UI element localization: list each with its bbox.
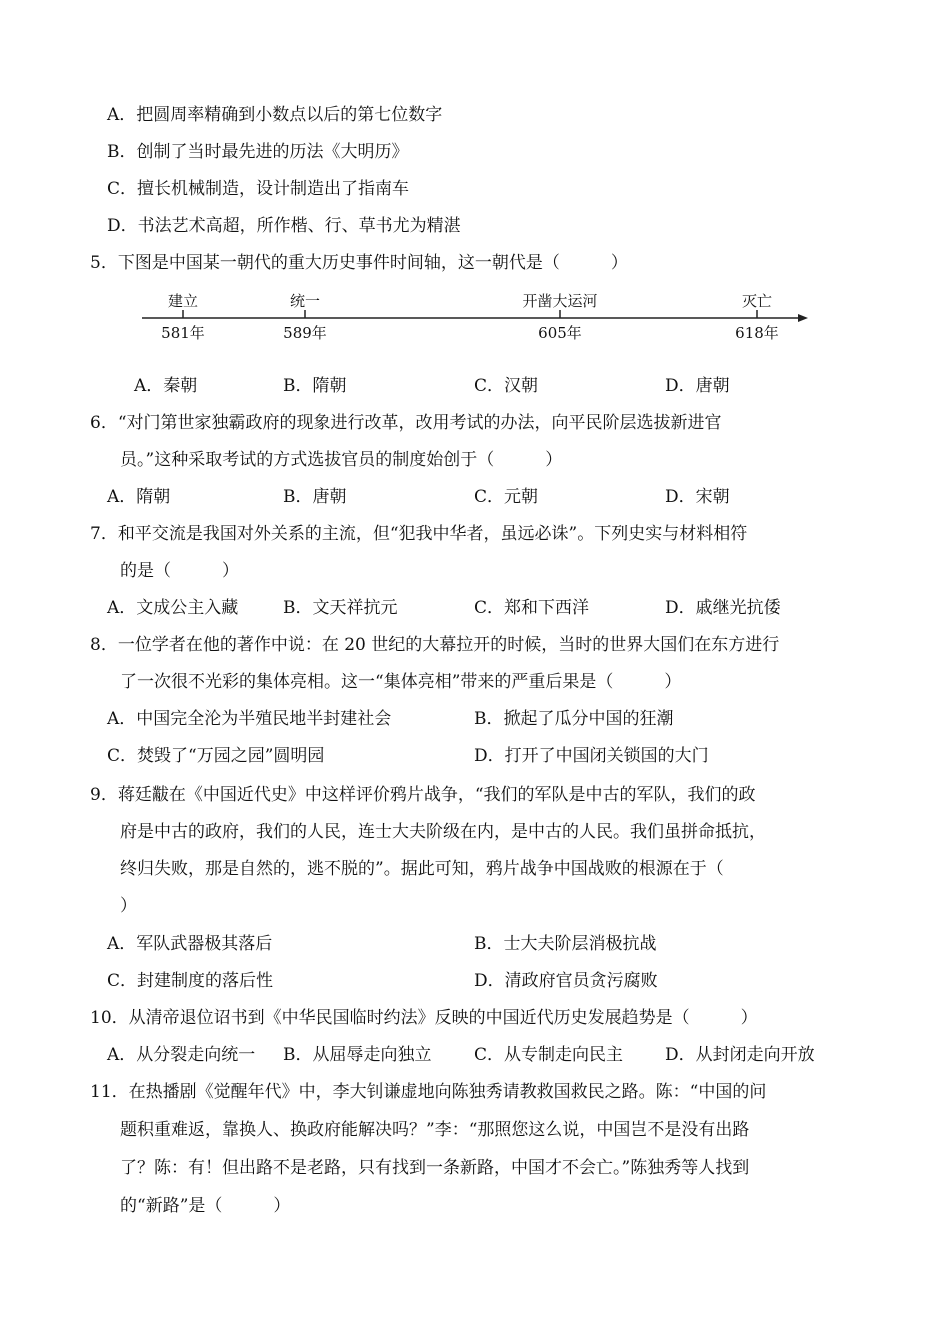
q4-option-d: D．书法艺术高超，所作楷、行、草书尤为精湛 (107, 216, 461, 236)
q7-stem-line-1: 7．和平交流是我国对外关系的主流，但“犯我中华者，虽远必诛”。下列史实与材料相符 (90, 524, 748, 544)
q8-option-b: B．掀起了瓜分中国的狂潮 (474, 709, 674, 729)
q9-stem-line-2: 府是中古的政府，我们的人民，连士大夫阶级在内，是中古的人民。我们虽拼命抵抗， (120, 822, 766, 842)
q11-stem-line-3: 了？陈：有！但出路不是老路，只有找到一条新路，中国才不会亡。”陈独秀等人找到 (120, 1158, 750, 1178)
q8-option-c: C．焚毁了“万园之园”圆明园 (107, 746, 325, 766)
q11-stem-line-4: 的“新路”是（ ） (120, 1196, 291, 1216)
q6-option-b: B．唐朝 (283, 487, 347, 507)
q9-stem-line-3: 终归失败，那是自然的，逃不脱的”。据此可知，鸦片战争中国战败的根源在于（ (120, 859, 724, 879)
q4-option-b: B．创制了当时最先进的历法《大明历》 (107, 142, 409, 162)
q10-option-c: C．从专制走向民主 (474, 1045, 624, 1065)
q8-stem-line-2: 了一次很不光彩的集体亮相。这一“集体亮相”带来的严重后果是（ ） (120, 672, 682, 692)
q10-option-b: B．从屈辱走向独立 (283, 1045, 432, 1065)
q9-option-a: A．军队武器极其落后 (107, 934, 273, 954)
q11-stem-line-2: 题积重难返，靠换人、换政府能解决吗？”李：“那照您这么说，中国岂不是没有出路 (120, 1120, 750, 1140)
q11-stem-line-1: 11．在热播剧《觉醒年代》中，李大钊谦虚地向陈独秀请教救国救民之路。陈：“中国的问 (90, 1082, 767, 1102)
q6-stem-line-2: 员。”这种采取考试的方式选拔官员的制度始创于（ ） (120, 450, 563, 470)
q5-option-a: A．秦朝 (134, 376, 198, 396)
q4-option-a: A．把圆周率精确到小数点以后的第七位数字 (107, 105, 443, 125)
timeline-year-2: 589年 (283, 324, 327, 342)
q6-option-c: C．元朝 (474, 487, 539, 507)
q7-option-d: D．戚继光抗倭 (665, 598, 781, 618)
timeline-axis (140, 288, 820, 348)
timeline-event-4: 灭亡 (741, 292, 773, 310)
timeline-event-1: 建立 (167, 292, 199, 310)
timeline-year-1: 581年 (161, 324, 205, 342)
q7-option-b: B．文天祥抗元 (283, 598, 398, 618)
q8-stem-line-1: 8．一位学者在他的著作中说：在 20 世纪的大幕拉开的时候，当时的世界大国们在东方进行 (90, 635, 780, 655)
q9-option-d: D．清政府官员贪污腐败 (474, 971, 658, 991)
q5-option-b: B．隋朝 (283, 376, 347, 396)
q9-stem-line-4: ） (120, 896, 137, 916)
q10-stem: 10．从清帝退位诏书到《中华民国临时约法》反映的中国近代历史发展趋势是（ ） (90, 1008, 758, 1028)
q8-option-a: A．中国完全沦为半殖民地半封建社会 (107, 709, 392, 729)
q5-stem: 5．下图是中国某一朝代的重大历史事件时间轴，这一朝代是（ ） (90, 253, 628, 273)
timeline-event-3: 开凿大运河 (522, 292, 598, 310)
q7-option-c: C．郑和下西洋 (474, 598, 590, 618)
q6-option-a: A．隋朝 (107, 487, 171, 507)
q10-option-a: A．从分裂走向统一 (107, 1045, 256, 1065)
q5-timeline (140, 288, 820, 348)
q9-stem-line-1: 9．蒋廷黻在《中国近代史》中这样评价鸦片战争，“我们的军队是中古的军队，我们的政 (90, 785, 756, 805)
q8-option-d: D．打开了中国闭关锁国的大门 (474, 746, 709, 766)
q4-option-c: C．擅长机械制造，设计制造出了指南车 (107, 179, 410, 199)
q9-option-c: C．封建制度的落后性 (107, 971, 274, 991)
q7-option-a: A．文成公主入藏 (107, 598, 239, 618)
q6-option-d: D．宋朝 (665, 487, 730, 507)
timeline-event-2: 统一 (289, 292, 321, 310)
q10-option-d: D．从封闭走向开放 (665, 1045, 815, 1065)
q9-option-b: B．士大夫阶层消极抗战 (474, 934, 657, 954)
q5-option-c: C．汉朝 (474, 376, 539, 396)
q7-stem-line-2: 的是（ ） (120, 561, 239, 581)
q6-stem-line-1: 6．“对门第世家独霸政府的现象进行改革，改用考试的办法，向平民阶层选拔新进官 (90, 413, 722, 433)
q5-option-d: D．唐朝 (665, 376, 730, 396)
timeline-year-3: 605年 (538, 324, 582, 342)
timeline-year-4: 618年 (735, 324, 779, 342)
